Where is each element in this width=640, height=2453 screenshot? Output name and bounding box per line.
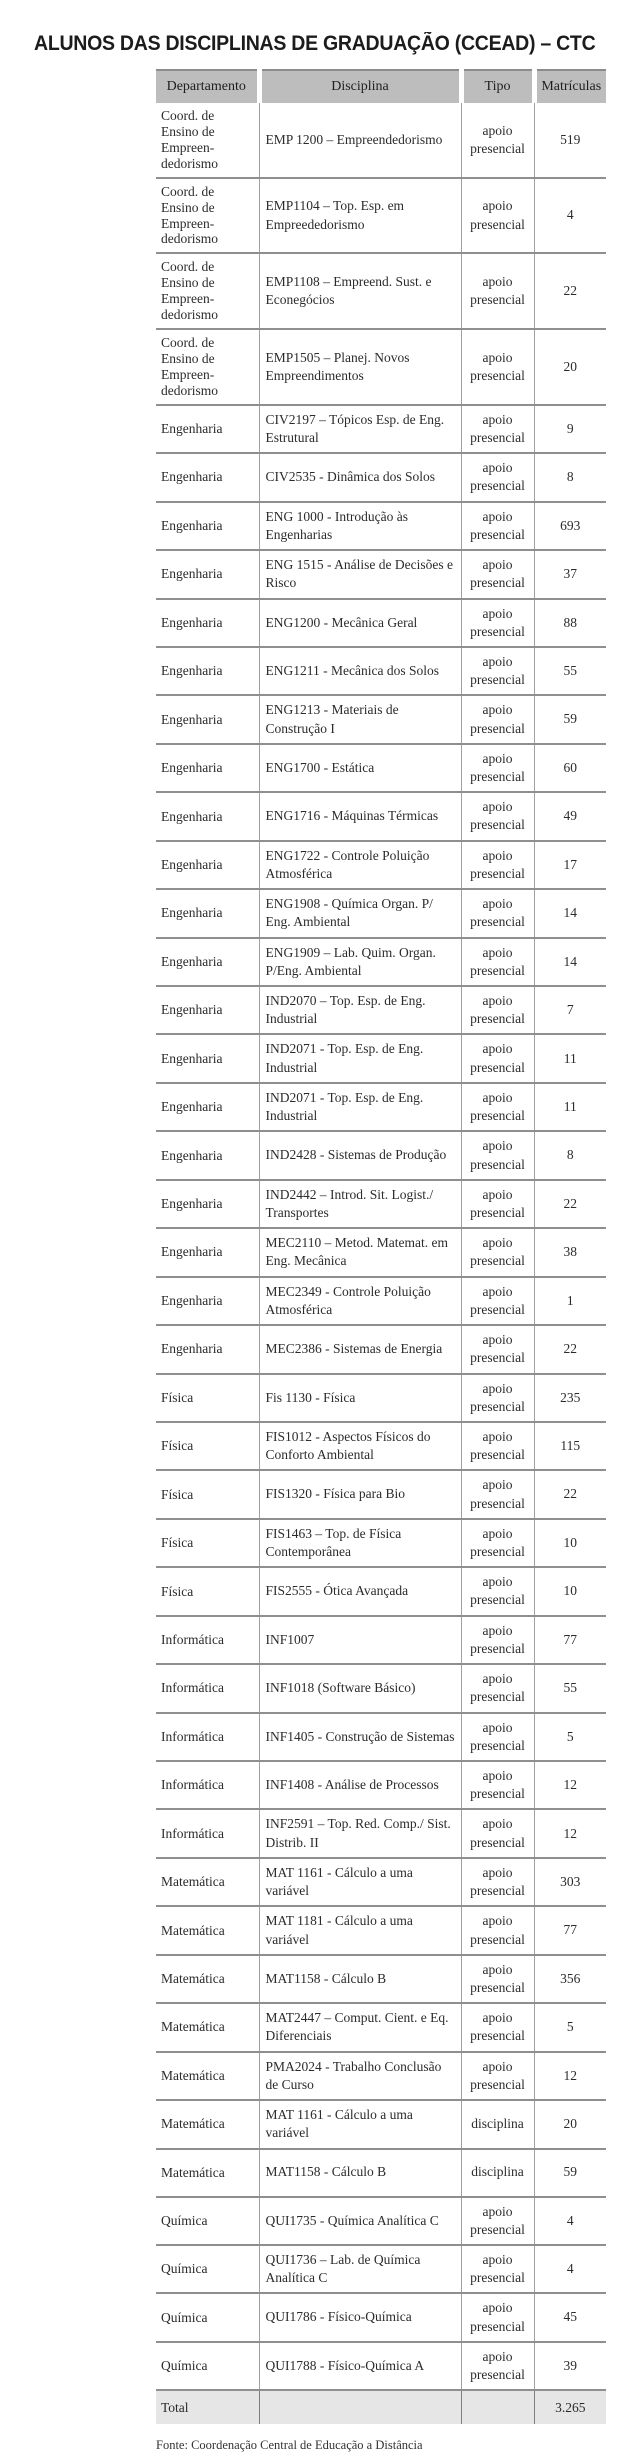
cell-count: 11 <box>534 1034 606 1082</box>
cell-course: INF1018 (Software Básico) <box>259 1664 461 1712</box>
cell-count: 4 <box>534 2197 606 2245</box>
cell-type: apoio presencial <box>461 792 534 840</box>
cell-count: 519 <box>534 103 606 178</box>
table-row <box>156 1131 606 1179</box>
cell-dept: Informática <box>156 1809 259 1857</box>
cell-type: apoio presencial <box>461 1664 534 1712</box>
cell-dept: Matemática <box>156 2149 259 2197</box>
cell-count: 9 <box>534 405 606 453</box>
cell-course: EMP 1200 – Empreendedorismo <box>259 103 461 178</box>
cell-count: 55 <box>534 1664 606 1712</box>
cell-type: apoio presencial <box>461 178 534 254</box>
cell-course: FIS1012 - Aspectos Físicos do Conforto Ambiental <box>259 1422 461 1470</box>
table-row <box>156 2245 606 2293</box>
cell-count: 1 <box>534 1277 606 1325</box>
table-row <box>156 1906 606 1954</box>
cell-course: ENG1700 - Estática <box>259 744 461 792</box>
cell-count: 8 <box>534 453 606 501</box>
table-row <box>156 1422 606 1470</box>
table-row <box>156 1325 606 1373</box>
cell-dept: Engenharia <box>156 405 259 453</box>
table-row <box>156 2100 606 2148</box>
cell-dept: Coord. de Ensino de Empreen-dedorismo <box>156 329 259 405</box>
cell-count: 10 <box>534 1519 606 1567</box>
cell-type: apoio presencial <box>461 502 534 550</box>
cell-type: apoio presencial <box>461 1519 534 1567</box>
cell-course: FIS1320 - Física para Bio <box>259 1470 461 1518</box>
cell-dept: Engenharia <box>156 1034 259 1082</box>
cell-count: 235 <box>534 1374 606 1422</box>
cell-type: apoio presencial <box>461 2245 534 2293</box>
table-row <box>156 253 606 329</box>
cell-course: MAT2447 – Comput. Cient. e Eq. Diferenciais <box>259 2003 461 2051</box>
cell-type: apoio presencial <box>461 405 534 453</box>
cell-count: 49 <box>534 792 606 840</box>
enrollment-table <box>156 69 606 2424</box>
page-title <box>0 0 640 56</box>
cell-type: apoio presencial <box>461 1083 534 1131</box>
table-row <box>156 1374 606 1422</box>
cell-type: apoio presencial <box>461 1180 534 1228</box>
table-row <box>156 1180 606 1228</box>
cell-dept: Física <box>156 1470 259 1518</box>
cell-course: ENG1722 - Controle Poluição Atmosférica <box>259 841 461 889</box>
cell-course: EMP1104 – Top. Esp. em Empreededorismo <box>259 178 461 254</box>
cell-type: apoio presencial <box>461 1228 534 1276</box>
cell-dept: Coord. de Ensino de Empreen-dedorismo <box>156 178 259 254</box>
cell-dept: Informática <box>156 1761 259 1809</box>
cell-dept: Engenharia <box>156 744 259 792</box>
cell-dept: Coord. de Ensino de Empreen-dedorismo <box>156 103 259 178</box>
cell-type: apoio presencial <box>461 2342 534 2390</box>
cell-dept: Matemática <box>156 2003 259 2051</box>
cell-course: EMP1108 – Empreend. Sust. e Econegócios <box>259 253 461 329</box>
cell-dept: Química <box>156 2245 259 2293</box>
cell-count: 20 <box>534 329 606 405</box>
table-row <box>156 1519 606 1567</box>
table-row <box>156 453 606 501</box>
cell-course: Fis 1130 - Física <box>259 1374 461 1422</box>
cell-course: EMP1505 – Planej. Novos Empreendimentos <box>259 329 461 405</box>
cell-type: apoio presencial <box>461 1277 534 1325</box>
cell-dept: Engenharia <box>156 695 259 743</box>
table-footer <box>156 2390 606 2424</box>
cell-dept: Engenharia <box>156 1325 259 1373</box>
total-label: Total <box>156 2390 259 2424</box>
cell-dept: Matemática <box>156 2052 259 2100</box>
table-row <box>156 502 606 550</box>
cell-count: 38 <box>534 1228 606 1276</box>
cell-type: apoio presencial <box>461 1713 534 1761</box>
cell-count: 45 <box>534 2293 606 2341</box>
cell-type: apoio presencial <box>461 1131 534 1179</box>
column-header-departamento: Departamento <box>156 70 259 103</box>
source-note: Fonte: Coordenação Central de Educação a Distância <box>156 2438 423 2453</box>
cell-dept: Informática <box>156 1616 259 1664</box>
cell-course: ENG1909 – Lab. Quim. Organ. P/Eng. Ambiental <box>259 938 461 986</box>
cell-type: apoio presencial <box>461 889 534 937</box>
cell-course: MAT 1181 - Cálculo a uma variável <box>259 1906 461 1954</box>
cell-course: MEC2386 - Sistemas de Energia <box>259 1325 461 1373</box>
table-row <box>156 1034 606 1082</box>
cell-type: apoio presencial <box>461 550 534 598</box>
table-row <box>156 405 606 453</box>
cell-course: QUI1735 - Química Analítica C <box>259 2197 461 2245</box>
table-row <box>156 2149 606 2197</box>
cell-count: 17 <box>534 841 606 889</box>
cell-type: apoio presencial <box>461 329 534 405</box>
cell-course: ENG 1000 - Introdução às Engenharias <box>259 502 461 550</box>
cell-type: apoio presencial <box>461 1955 534 2003</box>
column-header-tipo: Tipo <box>461 70 534 103</box>
cell-course: MAT1158 - Cálculo B <box>259 1955 461 2003</box>
cell-count: 5 <box>534 2003 606 2051</box>
table-row <box>156 178 606 254</box>
cell-count: 59 <box>534 695 606 743</box>
cell-type: apoio presencial <box>461 453 534 501</box>
cell-count: 303 <box>534 1858 606 1906</box>
table-row <box>156 647 606 695</box>
cell-type: apoio presencial <box>461 599 534 647</box>
cell-type: apoio presencial <box>461 2197 534 2245</box>
column-header-matriculas: Matrículas <box>534 70 606 103</box>
column-header-disciplina: Disciplina <box>259 70 461 103</box>
table-row <box>156 986 606 1034</box>
cell-type: apoio presencial <box>461 1567 534 1615</box>
cell-type: disciplina <box>461 2149 534 2197</box>
cell-dept: Matemática <box>156 2100 259 2148</box>
cell-dept: Engenharia <box>156 599 259 647</box>
cell-count: 37 <box>534 550 606 598</box>
cell-dept: Informática <box>156 1664 259 1712</box>
cell-course: INF1007 <box>259 1616 461 1664</box>
cell-course: QUI1788 - Físico-Química A <box>259 2342 461 2390</box>
cell-type: apoio presencial <box>461 744 534 792</box>
cell-course: ENG1908 - Química Organ. P/ Eng. Ambiental <box>259 889 461 937</box>
cell-type: apoio presencial <box>461 253 534 329</box>
cell-count: 14 <box>534 889 606 937</box>
cell-count: 22 <box>534 253 606 329</box>
cell-type: apoio presencial <box>461 2003 534 2051</box>
table-row <box>156 841 606 889</box>
table-row <box>156 792 606 840</box>
table-row <box>156 1567 606 1615</box>
cell-type: apoio presencial <box>461 1470 534 1518</box>
cell-type: apoio presencial <box>461 103 534 178</box>
cell-count: 14 <box>534 938 606 986</box>
table-row <box>156 1616 606 1664</box>
cell-dept: Química <box>156 2293 259 2341</box>
cell-count: 11 <box>534 1083 606 1131</box>
cell-count: 693 <box>534 502 606 550</box>
cell-course: CIV2197 – Tópicos Esp. de Eng. Estrutural <box>259 405 461 453</box>
table-body <box>156 103 606 2390</box>
table-row <box>156 1761 606 1809</box>
cell-course: IND2442 – Introd. Sit. Logist./ Transportes <box>259 1180 461 1228</box>
cell-course: INF1405 - Construção de Sistemas <box>259 1713 461 1761</box>
cell-count: 60 <box>534 744 606 792</box>
cell-dept: Engenharia <box>156 792 259 840</box>
cell-count: 10 <box>534 1567 606 1615</box>
table-row <box>156 744 606 792</box>
cell-count: 4 <box>534 178 606 254</box>
cell-count: 77 <box>534 1616 606 1664</box>
cell-count: 115 <box>534 1422 606 1470</box>
cell-count: 88 <box>534 599 606 647</box>
table-row <box>156 695 606 743</box>
cell-count: 22 <box>534 1180 606 1228</box>
cell-count: 59 <box>534 2149 606 2197</box>
cell-count: 4 <box>534 2245 606 2293</box>
cell-type: apoio presencial <box>461 841 534 889</box>
cell-dept: Engenharia <box>156 453 259 501</box>
cell-course: ENG1213 - Materiais de Construção I <box>259 695 461 743</box>
cell-dept: Física <box>156 1519 259 1567</box>
table-row <box>156 1277 606 1325</box>
table-row <box>156 329 606 405</box>
cell-count: 77 <box>534 1906 606 1954</box>
cell-type: apoio presencial <box>461 986 534 1034</box>
cell-type: apoio presencial <box>461 1761 534 1809</box>
cell-dept: Engenharia <box>156 841 259 889</box>
table-row <box>156 1713 606 1761</box>
cell-course: INF1408 - Análise de Processos <box>259 1761 461 1809</box>
cell-type: apoio presencial <box>461 647 534 695</box>
cell-type: disciplina <box>461 2100 534 2148</box>
table-row <box>156 2197 606 2245</box>
cell-type: apoio presencial <box>461 938 534 986</box>
total-value: 3.265 <box>534 2390 606 2424</box>
table-row <box>156 103 606 178</box>
cell-type: apoio presencial <box>461 1906 534 1954</box>
cell-dept: Matemática <box>156 1858 259 1906</box>
table-row <box>156 938 606 986</box>
total-row <box>156 2390 606 2424</box>
cell-course: IND2428 - Sistemas de Produção <box>259 1131 461 1179</box>
cell-course: FIS1463 – Top. de Física Contemporânea <box>259 1519 461 1567</box>
cell-type: apoio presencial <box>461 695 534 743</box>
cell-dept: Engenharia <box>156 1083 259 1131</box>
cell-dept: Física <box>156 1567 259 1615</box>
cell-dept: Engenharia <box>156 1180 259 1228</box>
cell-dept: Física <box>156 1422 259 1470</box>
table-row <box>156 2293 606 2341</box>
cell-course: IND2071 - Top. Esp. de Eng. Industrial <box>259 1034 461 1082</box>
cell-dept: Engenharia <box>156 1131 259 1179</box>
cell-dept: Coord. de Ensino de Empreen-dedorismo <box>156 253 259 329</box>
cell-dept: Engenharia <box>156 502 259 550</box>
page-title-text: ALUNOS DAS DISCIPLINAS DE GRADUAÇÃO (CCEAD) – CTC <box>34 32 596 55</box>
table-row <box>156 1228 606 1276</box>
table-row <box>156 2342 606 2390</box>
cell-type: apoio presencial <box>461 1325 534 1373</box>
cell-course: FIS2555 - Ótica Avançada <box>259 1567 461 1615</box>
cell-course: IND2070 – Top. Esp. de Eng. Industrial <box>259 986 461 1034</box>
cell-type: apoio presencial <box>461 1374 534 1422</box>
cell-dept: Matemática <box>156 1906 259 1954</box>
cell-dept: Química <box>156 2197 259 2245</box>
cell-count: 8 <box>534 1131 606 1179</box>
cell-type: apoio presencial <box>461 1858 534 1906</box>
cell-count: 22 <box>534 1325 606 1373</box>
table-row <box>156 550 606 598</box>
cell-dept: Engenharia <box>156 550 259 598</box>
table-header <box>156 70 606 103</box>
table-row <box>156 1858 606 1906</box>
cell-count: 5 <box>534 1713 606 1761</box>
cell-dept: Engenharia <box>156 889 259 937</box>
cell-dept: Informática <box>156 1713 259 1761</box>
cell-course: ENG 1515 - Análise de Decisões e Risco <box>259 550 461 598</box>
cell-dept: Engenharia <box>156 986 259 1034</box>
table-row <box>156 1664 606 1712</box>
cell-course: ENG1200 - Mecânica Geral <box>259 599 461 647</box>
cell-type: apoio presencial <box>461 1422 534 1470</box>
cell-dept: Química <box>156 2342 259 2390</box>
cell-course: CIV2535 - Dinâmica dos Solos <box>259 453 461 501</box>
cell-type: apoio presencial <box>461 2293 534 2341</box>
cell-count: 12 <box>534 1809 606 1857</box>
cell-type: apoio presencial <box>461 1809 534 1857</box>
cell-dept: Física <box>156 1374 259 1422</box>
cell-course: MEC2110 – Metod. Matemat. em Eng. Mecânica <box>259 1228 461 1276</box>
cell-count: 356 <box>534 1955 606 2003</box>
cell-count: 12 <box>534 1761 606 1809</box>
table-row <box>156 1955 606 2003</box>
cell-course: PMA2024 - Trabalho Conclusão de Curso <box>259 2052 461 2100</box>
total-empty-course-cell <box>259 2390 461 2424</box>
table-row <box>156 1470 606 1518</box>
cell-course: MEC2349 - Controle Poluição Atmosférica <box>259 1277 461 1325</box>
cell-dept: Engenharia <box>156 938 259 986</box>
total-empty-type-cell <box>461 2390 534 2424</box>
cell-dept: Engenharia <box>156 647 259 695</box>
table-row <box>156 2052 606 2100</box>
cell-type: apoio presencial <box>461 2052 534 2100</box>
cell-course: QUI1786 - Físico-Química <box>259 2293 461 2341</box>
table-row <box>156 599 606 647</box>
cell-count: 12 <box>534 2052 606 2100</box>
cell-count: 22 <box>534 1470 606 1518</box>
cell-count: 20 <box>534 2100 606 2148</box>
table-row <box>156 2003 606 2051</box>
cell-dept: Matemática <box>156 1955 259 2003</box>
cell-course: MAT1158 - Cálculo B <box>259 2149 461 2197</box>
table-header-row <box>156 70 606 103</box>
table-row <box>156 889 606 937</box>
cell-course: QUI1736 – Lab. de Química Analítica C <box>259 2245 461 2293</box>
cell-dept: Engenharia <box>156 1228 259 1276</box>
cell-course: IND2071 - Top. Esp. de Eng. Industrial <box>259 1083 461 1131</box>
cell-count: 7 <box>534 986 606 1034</box>
cell-course: INF2591 – Top. Red. Comp./ Sist. Distrib. II <box>259 1809 461 1857</box>
cell-course: ENG1716 - Máquinas Térmicas <box>259 792 461 840</box>
cell-course: MAT 1161 - Cálculo a uma variável <box>259 1858 461 1906</box>
table-row <box>156 1083 606 1131</box>
cell-type: apoio presencial <box>461 1034 534 1082</box>
cell-dept: Engenharia <box>156 1277 259 1325</box>
cell-course: MAT 1161 - Cálculo a uma variável <box>259 2100 461 2148</box>
cell-type: apoio presencial <box>461 1616 534 1664</box>
table-row <box>156 1809 606 1857</box>
cell-count: 39 <box>534 2342 606 2390</box>
cell-course: ENG1211 - Mecânica dos Solos <box>259 647 461 695</box>
cell-count: 55 <box>534 647 606 695</box>
